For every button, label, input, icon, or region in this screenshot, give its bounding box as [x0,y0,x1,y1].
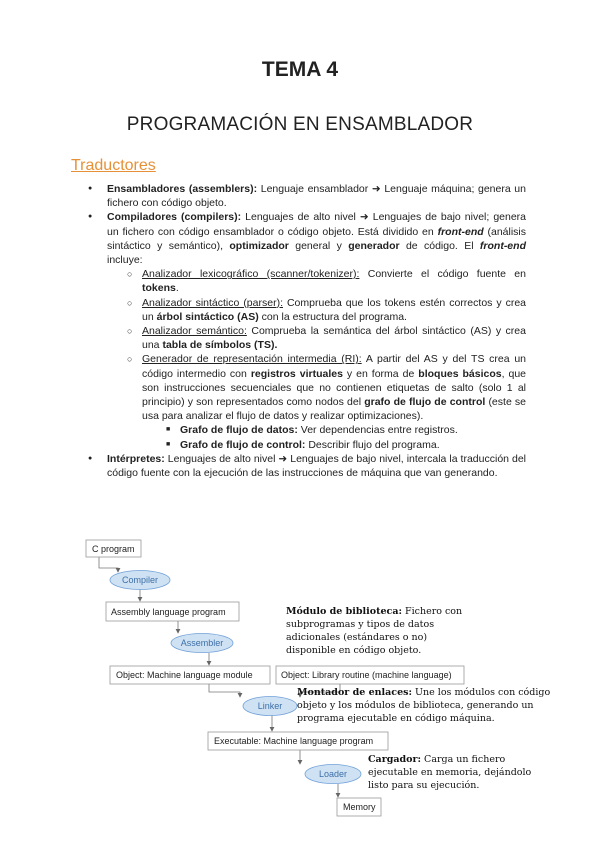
oval-compiler [110,571,170,590]
svg-text:ejecutable en memoria, dejándo: ejecutable en memoria, dejándolo [368,767,532,778]
svg-text:Memory: Memory [343,802,376,812]
arrow-icon: ➜ [278,452,288,465]
page-subtitle: PROGRAMACIÓN EN ENSAMBLADOR [126,114,474,135]
svg-text:C program: C program [92,544,135,554]
svg-text:Linker: Linker [257,701,283,711]
list-item-grafo-datos: ■ Grafo de flujo de datos: Ver dependencias entre registros. [142,423,526,437]
box-memory [337,798,381,816]
svg-text:Object: Library routine (machi: Object: Library routine (machine language) [281,670,452,680]
svg-text:subprogramas y tipos de datos: subprogramas y tipos de datos [286,619,435,630]
svg-text:programa ejecutable en código: programa ejecutable en código máquina. [297,713,495,724]
box-assembly-program [106,602,239,621]
list-item-lexico: ○ Analizador lexicográfico (scanner/tokenizer): Convierte el código fuente en tokens. [107,267,526,295]
svg-text:Assembler: Assembler [180,638,224,648]
list-item-grafo-control: ■ Grafo de flujo de control: Describir flujo del programa. [142,438,526,452]
svg-text:Montador de enlaces: Une los m: Montador de enlaces: Une los módulos con código [297,687,551,698]
note-modulo-biblioteca [286,606,462,656]
box-object-library-routine [276,666,464,684]
note-cargador [368,754,532,791]
section-heading-traductores: Traductores [71,157,156,174]
list-item-interpretes: ● Intérpretes: Lenguajes de alto nivel ➜ Lenguajes de bajo nivel, intercala la traducción del código fuente con la ejecución de las instrucciones de máquina que van generando. [72,452,526,480]
list-item-generador-ri: ○ Generador de representación intermedia (RI): A partir del AS y del TS crea un código intermedio con registros virtuales y en forma de bloques básicos, que son instrucciones secuenciales que no contienen etiquetas de salto (solo 1 al principio) y son representados como nodos del grafo de flujo de control (este se usa para analizar el flujo de datos y realizar optimizaciones). ■ Grafo de flujo de datos: Ver dependencias entre registros. ■ Grafo de flujo de control: Describir flujo del programa. [107,352,526,451]
page-title: TEMA 4 [261,58,339,81]
oval-assembler [171,634,233,653]
box-executable [208,732,388,750]
svg-text:adicionales (estándares o no): adicionales (estándares o no) [286,632,428,643]
svg-text:listo para su ejecución.: listo para su ejecución. [368,780,480,791]
note-montador-enlaces [297,687,550,724]
svg-text:disponible en código objeto.: disponible en código objeto. [286,645,422,656]
svg-text:Compiler: Compiler [121,575,159,585]
svg-text:Assembly language program: Assembly language program [111,607,226,617]
svg-text:Loader: Loader [318,769,348,779]
svg-text:Módulo de biblioteca: Fichero: Módulo de biblioteca: Fichero con [286,606,463,617]
arrow-icon: ➜ [371,183,381,195]
list-item-semantico: ○ Analizador semántico: Comprueba la semántica del árbol sintáctico (AS) y crea una tabla de símbolos (TS). [107,324,526,352]
svg-text:Object: Machine language modul: Object: Machine language module [116,670,253,680]
oval-loader [305,765,361,784]
box-object-machine-module [110,666,270,684]
oval-linker [243,697,297,716]
svg-text:objeto y los módulos de biblio: objeto y los módulos de biblioteca, generando un [297,700,534,711]
box-c-program [86,540,141,557]
arrow-icon: ➜ [359,211,369,224]
list-item-compiladores: ● Compiladores (compilers): Lenguajes de alto nivel ➜ Lenguajes de bajo nivel; genera un fichero con código ensamblador o código objeto. Está dividido en front-end (análisis sintáctico y semántico), optimizador general y generador de código. El front-end incluye: ○ Analizador lexicográfico (scanner/tokenizer): Convierte el código fuente en tokens. ○ Analizador sintáctico (parser): Comprueba que los tokens estén correctos y crea un árbol sintáctico (AS) con la estructura del programa. ○ Analizador semántico: Comprueba la semántica del árbol sintáctico (AS) y crea una tabla de símbolos (TS). ○ Generador de representación intermedia (RI): A partir del AS y del TS crea un código intermedio con registros virtuales y en forma de bloques básicos, que son instrucciones secuenciales que no contienen etiquetas de salto (solo 1 al principio) y son representados como nodos del grafo de flujo de control (este se usa para analizar el flujo de datos y realizar optimizaciones). ■ Grafo de flujo de datos: Ver dependencias entre registros. ■ Grafo de flujo de control: Describir flujo del programa. [72,210,526,451]
svg-text:Executable: Machine language p: Executable: Machine language program [214,736,374,746]
list-item-ensambladores: ● Ensambladores (assemblers): Lenguaje ensamblador ➜ Lenguaje máquina; genera un fichero con código objeto. [72,182,526,210]
svg-text:Cargador: Carga un fichero: Cargador: Carga un fichero [368,754,506,765]
list-item-sintactico: ○ Analizador sintáctico (parser): Comprueba que los tokens estén correctos y crea un árbol sintáctico (AS) con la estructura del programa. [107,296,526,324]
